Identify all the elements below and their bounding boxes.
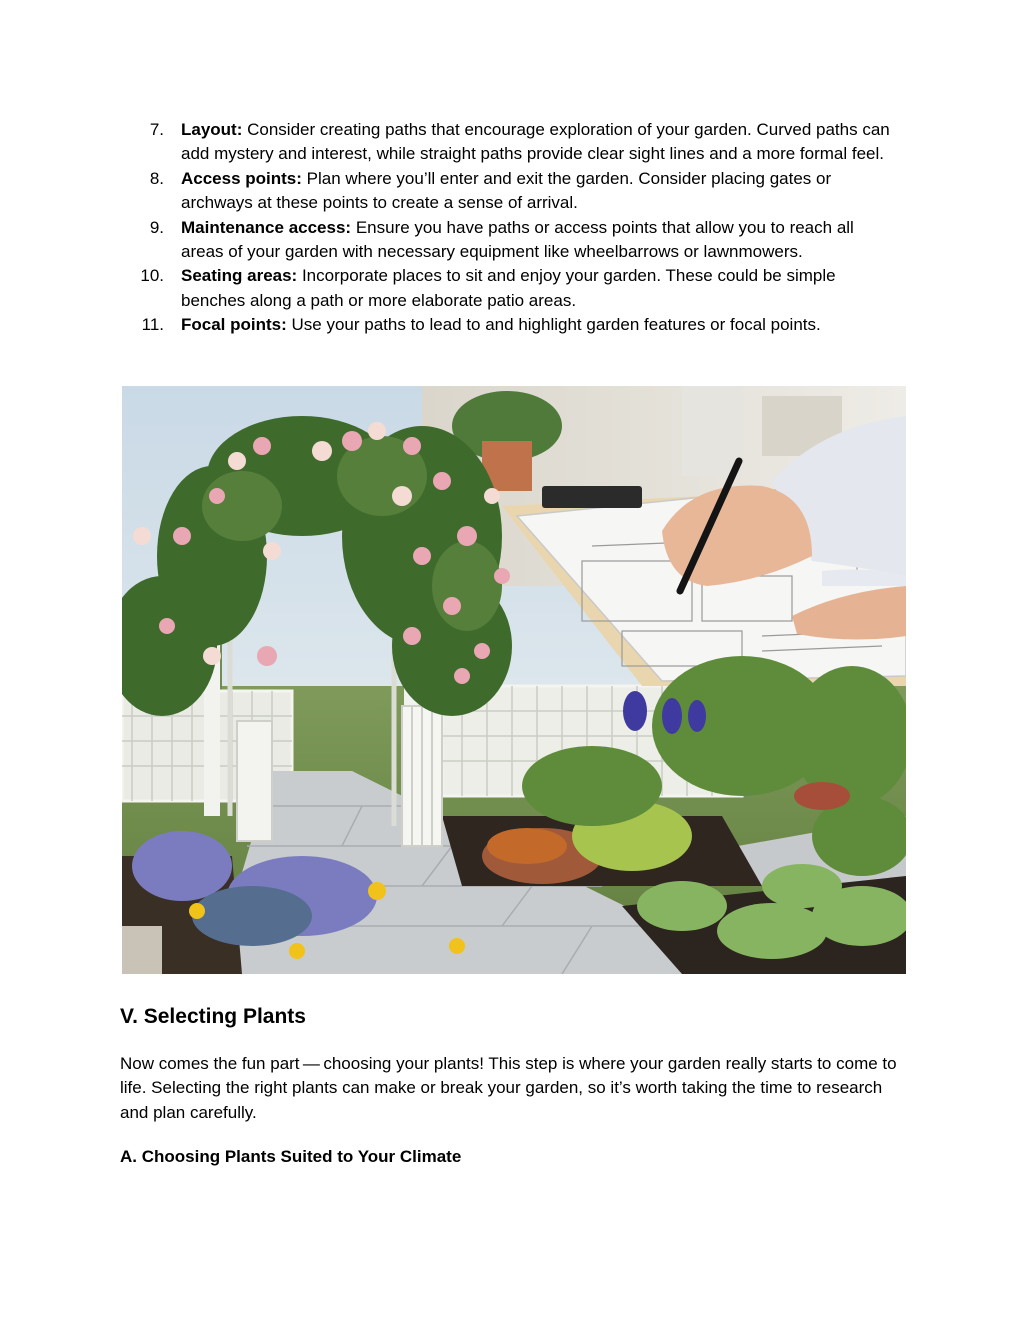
list-item: [120, 264, 900, 313]
list-text: Use your paths to lead to and highlight garden features or focal points.: [286, 315, 821, 335]
list-item: [120, 118, 900, 167]
planning-steps-list: [120, 118, 900, 338]
list-item: [120, 216, 900, 265]
list-text: Plan where you’ll enter and exit the garden. Consider placing gates or archways at these points to create a sense of arrival.: [181, 168, 832, 213]
section-title: V. Selecting Plants: [120, 1005, 306, 1028]
list-text: Incorporate places to sit and enjoy your garden. These could be simple benches along a path or more elaborate patio areas.: [181, 266, 836, 310]
list-text: Consider creating paths that encourage exploration of your garden. Curved paths can add mystery and interest, while straight paths provide clear sight lines and a more formal feel.: [181, 120, 890, 164]
garden-photo: [122, 386, 906, 974]
list-term: Maintenance access:: [181, 217, 352, 237]
list-number: 7.: [149, 120, 164, 139]
list-number: 9.: [149, 217, 164, 237]
section-intro-paragraph: Now comes the fun part — choosing your plants! This step is where your garden really starts to come to life. Selecting the right plants can make or break your garden, so it’s worth taking the time to research and plan carefully.: [120, 1054, 897, 1122]
list-term: Seating areas:: [181, 266, 298, 286]
list-text: Ensure you have paths or access points that allow you to reach all areas of your garden with necessary equipment like wheelbarrows or lawnmowers.: [181, 217, 854, 262]
list-term: Layout:: [181, 120, 243, 139]
list-item: [120, 167, 900, 216]
subsection-title: A. Choosing Plants Suited to Your Climate: [120, 1147, 462, 1166]
list-term: Access points:: [181, 168, 302, 188]
list-number: 10.: [140, 266, 164, 286]
list-term: Focal points:: [181, 315, 287, 335]
list-number: 11.: [141, 315, 164, 335]
list-item: [120, 313, 900, 337]
list-number: 8.: [149, 168, 164, 188]
